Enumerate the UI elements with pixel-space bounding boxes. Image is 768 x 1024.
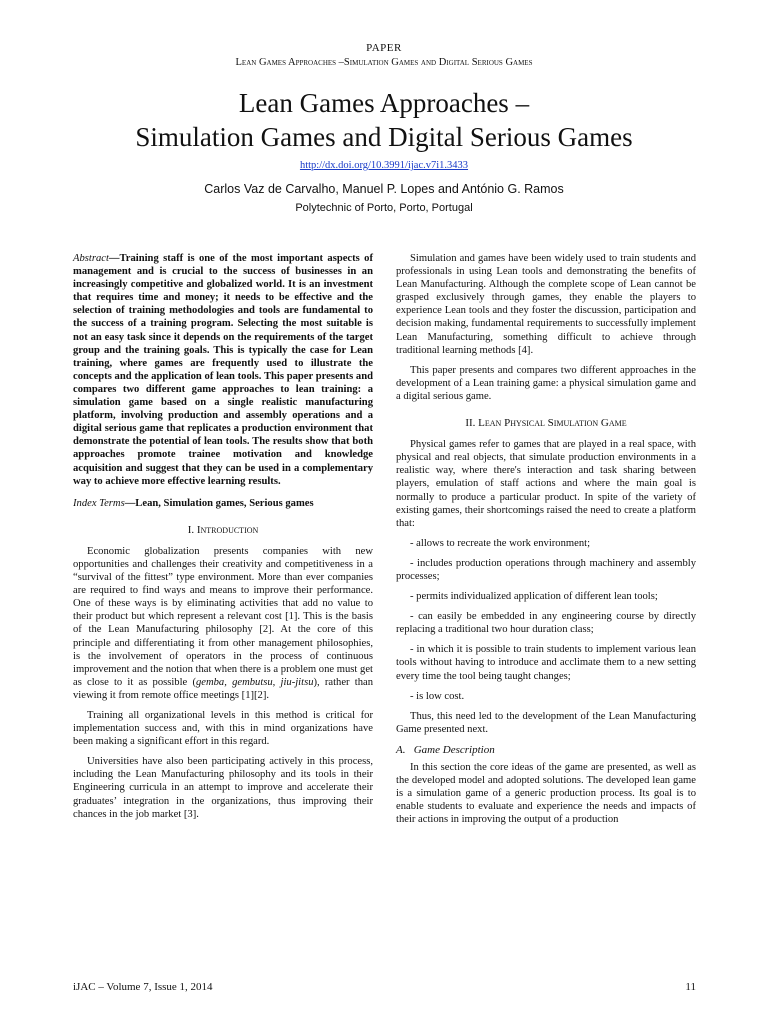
right-paragraph-2: This paper presents and compares two different approaches in the development of a Lean training game: a physical simulation game and a digital serious game. — [396, 364, 696, 402]
intro-p1-a: Economic globalization presents companies with new opportunities and challenges their creativity and competitiveness in a “survival of the fittest” type environment. More than ever companies are required to find ways and means to improve their performance. One of these ways is by eliminating activities that add no value to their product but which represent a relevant cost [1]. This is the basis of the Lean Manufacturing philosophy [2]. At the core of this principle and differentiating it from other management philosophies, is the involvement of operators in the process of continuous improvement and the notion that when there is a problem one must get as close to it as possible ( — [73, 545, 373, 688]
authors: Carlos Vaz de Carvalho, Manuel P. Lopes and António G. Ramos — [204, 182, 564, 196]
section-heading-lean-physical: II. Lean Physical Simulation Game — [465, 417, 627, 430]
subsection-title: Game Description — [413, 743, 495, 756]
bullet-item: - permits individualized application of different lean tools; — [410, 591, 658, 603]
section2-paragraph-3: In this section the core ideas of the game are presented, as well as the developed model and adopted solutions. The developed lean game is a simulation game of a generic production process. Its goal is to enable students to evaluate and experience the needs and impacts of their actions in improving the output of a production — [396, 762, 696, 826]
index-terms — [73, 497, 373, 510]
footer-journal: iJAC – Volume 7, Issue 1, 2014 — [73, 981, 213, 993]
affiliation: Polytechnic of Porto, Porto, Portugal — [295, 202, 473, 214]
abstract — [73, 252, 373, 488]
right-column — [396, 252, 696, 833]
bullet-item: - is low cost. — [410, 690, 465, 702]
section2-paragraph-2: Thus, this need led to the development of the Lean Manufacturing Game presented next. — [396, 710, 696, 735]
title-line-2: Simulation Games and Digital Serious Games — [135, 122, 633, 152]
doi-row — [0, 160, 768, 171]
bullet-item: - can easily be embedded in any engineering course by directly replacing a traditional two hour duration class; — [396, 611, 696, 636]
title-line-1: Lean Games Approaches – — [238, 88, 530, 118]
bullet-item: - in which it is possible to train students to implement various lean tools without having to introduce and acclimate them to a new setting every time the tool being taught changes; — [396, 644, 696, 682]
subsection-heading-game-description — [396, 744, 696, 757]
running-title: Lean Games Approaches –Simulation Games and Digital Serious Games — [235, 57, 533, 68]
intro-paragraph-1 — [73, 545, 373, 702]
intro-p1-b: ), rather than viewing it from remote office meetings [1][2]. — [73, 676, 374, 701]
index-terms-text: —Lean, Simulation games, Serious games — [124, 497, 314, 509]
intro-paragraph-3: Universities have also been participating actively in this process, including the Lean Manufacturing philosophy and its tools in their Engineering curricula in an attempt to improve and accelerate their graduates’ integration in the organizations, thus improving their chances in the job market [3]. — [73, 756, 373, 820]
section-heading-introduction: I. Introduction — [187, 523, 259, 536]
intro-paragraph-2: Training all organizational levels in this method is critical for implementation success and, with this in mind organizations have been making a significant effort in this regard. — [73, 710, 373, 748]
section2-paragraph-1: Physical games refer to games that are played in a real space, with physical and real objects, that simulate production environments in a realistic way, where there's interaction and task sharing between players, emulation of staff actions and where the main goal is normally to produce a particular product. In spite of the variety of existing games, their shortcomings raised the need to create a platform that: — [396, 439, 696, 529]
bullet-item: - includes production operations through machinery and assembly processes; — [396, 557, 696, 582]
footer-page-number: 11 — [685, 981, 696, 993]
right-paragraph-1: Simulation and games have been widely used to train students and professionals in using Lean tools and demonstrating the benefits of Lean Manufacturing. Although the complete scope of Lean cannot be grasped exclusively through games, they enable the players to experience Lean tools and they foster the discussion, participation and decision making, fundamental requirements to successfully implement Lean Manufacturing, something difficult to achieve through traditional learning methods [4]. — [396, 253, 696, 356]
bullet-item: - allows to recreate the work environment; — [410, 537, 591, 549]
header-label: PAPER — [366, 42, 402, 54]
doi-link[interactable]: http://dx.doi.org/10.3991/ijac.v7i1.3433 — [299, 160, 469, 171]
abstract-label: Abstract — [73, 253, 109, 264]
abstract-text: —Training staff is one of the most important aspects of management and is crucial to the success of businesses in an increasingly competitive and globalized world. It is an investment that requires time and money; it needs to be effective and the selection of training methodologies and tools are fundamental to the success of a training program. Selecting the most suitable is not an easy task since it depends on the requirements of the target group and the training goals. This is typically the case for Lean training, where games are frequently used to illustrate the concepts and the application of lean tools. This paper presents and compares two different game approaches to lean training: a simulation game based on a single realistic manufacturing platform, involving production and assembly operations and a digital serious game that replicates a production environment that demonstrate the potential of lean tools. The results show that both approaches promote trainee motivation and knowledge acquisition and suggest that they can be used in a complementary way to achieve more effective learning results. — [73, 253, 373, 487]
left-column — [73, 252, 373, 828]
index-terms-label: Index Terms — [73, 497, 125, 509]
paper-title — [0, 86, 768, 154]
intro-p1-italic: gemba, gembutsu, jiu-jitsu — [195, 676, 314, 688]
subsection-label: A. — [396, 743, 406, 756]
